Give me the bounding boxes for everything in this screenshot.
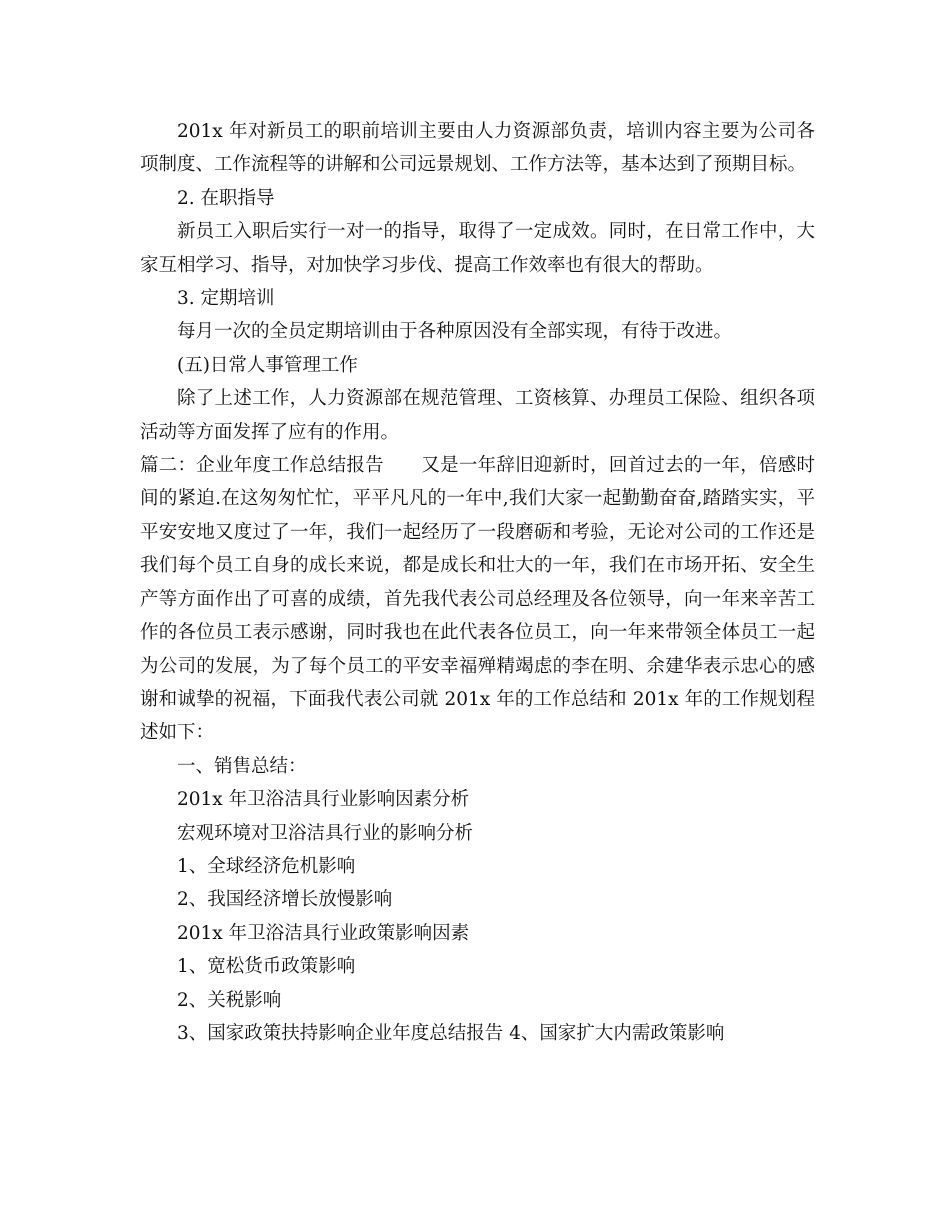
heading-daily-hr-work: (五)日常人事管理工作 xyxy=(177,354,358,376)
list-item-growth-slowdown: 2、我国经济增长放慢影响 xyxy=(177,889,393,911)
list-item-policy-support: 3、国家政策扶持影响企业年度总结报告 4、国家扩大内需政策影响 xyxy=(177,1022,725,1044)
paragraph-part-two-intro: 篇二：企业年度工作总结报告 又是一年辞旧迎新时，回首过去的一年，倍感时间的紧迫.在这匆匆忙忙，平平凡凡的一年中,我们大家一起勤勤奋奋,踏踏实实，平平安安地又度过了一年，我们一起经历了一段磨砺和考验，无论对公司的工作还是我们每个员工自身的成长来说，都是成长和壮大的一年，我们在市场开拓、安全生产等方面作出了可喜的成绩，首先我代表公司总经理及各位领导，向一年来辛苦工作的各位员工表示感谢，同时我也在此代表各位员工，向一年来带领全体员工一起为公司的发展，为了每个员工的平安幸福殚精竭虑的李在明、余建华表示忠心的感谢和诚挚的祝福，下面我代表公司就 201x 年的工作总结和 201x 年的工作规划程述如下： xyxy=(140,455,815,744)
heading-industry-factors: 201x 年卫浴洁具行业影响因素分析 xyxy=(177,789,470,811)
heading-macro-environment: 宏观环境对卫浴洁具行业的影响分析 xyxy=(177,822,474,844)
list-item-monetary-policy: 1、宽松货币政策影响 xyxy=(177,956,356,978)
paragraph-daily-hr-work: 除了上述工作，人力资源部在规范管理、工资核算、办理员工保险、组织各项活动等方面发挥了应有的作用。 xyxy=(140,388,815,443)
heading-sales-summary: 一、销售总结： xyxy=(177,755,307,777)
list-item-tariff: 2、关税影响 xyxy=(177,989,282,1011)
paragraph-regular-training: 每月一次的全员定期培训由于各种原因没有全部实现，有待于改进。 xyxy=(177,321,733,343)
document-body xyxy=(140,115,815,1050)
heading-regular-training: 3. 定期培训 xyxy=(177,288,275,310)
heading-on-job-guidance: 2. 在职指导 xyxy=(177,187,275,209)
paragraph-on-job-guidance: 新员工入职后实行一对一的指导，取得了一定成效。同时，在日常工作中，大家互相学习、指导，对加快学习步伐、提高工作效率也有很大的帮助。 xyxy=(140,221,815,276)
list-item-global-crisis: 1、全球经济危机影响 xyxy=(177,855,356,877)
paragraph-pre-job-training: 201x 年对新员工的职前培训主要由人力资源部负责，培训内容主要为公司各项制度、工作流程等的讲解和公司远景规划、工作方法等，基本达到了预期目标。 xyxy=(140,121,815,176)
heading-policy-factors: 201x 年卫浴洁具行业政策影响因素 xyxy=(177,922,470,944)
